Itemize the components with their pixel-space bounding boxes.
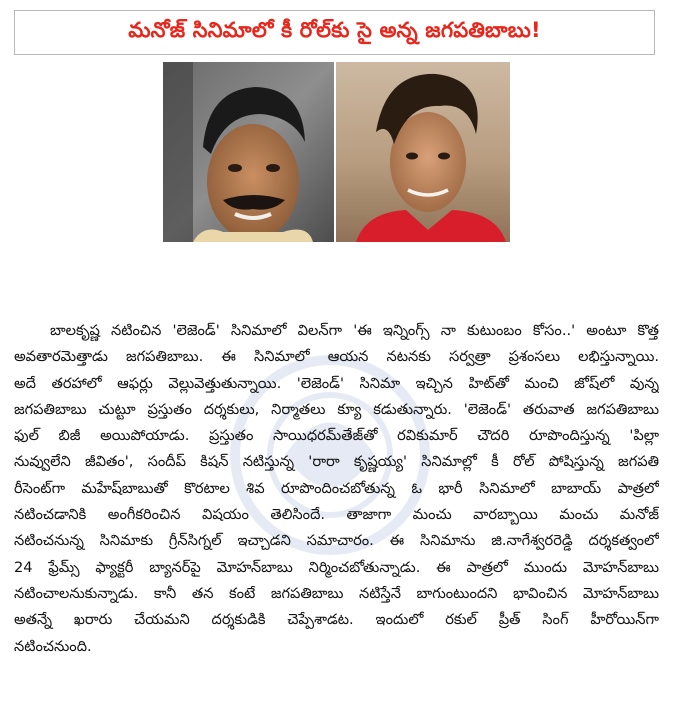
portrait-image-right [336, 62, 510, 242]
article-line: నటించనున్న సినిమాకు గ్రీన్‌సిగ్నల్ ఇచ్చాడని సమాచారం. ఈ సినిమాను జి.నాగేశ్వరరెడ్డి దర్శకత్వంలో [14, 532, 659, 550]
article-line: రీసెంట్‌గా మహేష్‌బాబుతో కొరటాల శివ రూపొందించబోతున్న ఓ భారీ సినిమాలో బాబాయ్ పాత్రలో [14, 479, 659, 497]
article-line: నటించడానికి అంగీకరించిన విషయం తెలిసిందే. తాజాగా మంచు వారబ్బాయి మంచు మనోజ్ [14, 506, 659, 524]
headline-box [14, 10, 655, 55]
article-line: జగపతిబాబు చుట్టూ ప్రస్తుతం దర్శకులు, నిర్మాతలు క్యూ కడుతున్నారు. 'లెజెండ్' తరువాత జగపతిబాబు [14, 400, 659, 418]
article-line: అవతారమెత్తాడు జగపతిబాబు. ఈ సినిమాలో ఆయన నటనకు సర్వత్రా ప్రశంసలు లభిస్తున్నాయి. [14, 348, 659, 366]
article-line: 24 ఫ్రేమ్స్ ఫ్యాక్టరీ బ్యానర్‌పై మోహన్‌బాబు నిర్మించబోతున్నాడు. ఈ పాత్రలో ముందు మోహన్‌బాబు [14, 558, 659, 576]
photo-jagapathi-babu [163, 62, 334, 242]
photo-manchu-manoj [336, 62, 510, 242]
portrait-image-left [163, 62, 334, 242]
article-line: నువ్వులేని జీవితం', సందీప్ కిషన్ నటిస్తున్న 'రారా కృష్ణయ్య' సినిమాల్లో కీ రోల్ పోషిస్తున్న జగపతి [14, 453, 659, 471]
headline: మనోజ్ సినిమాలో కీ రోల్‌కు సై అన్న జగపతిబాబు! [128, 17, 541, 42]
article-line: ఫుల్ బిజీ అయిపోయాడు. ప్రస్తుతం సాయిధరమ్‌తేజ్‌తో రవికుమార్ చౌదరి రూపొందిస్తున్న 'పిల్లా [14, 427, 659, 445]
article-line: నటించనుంది. [14, 637, 92, 655]
article-body [14, 318, 659, 660]
article-line: అదే తరహాలో ఆఫర్లు వెల్లువెత్తుతున్నాయి. 'లెజెండ్' సినిమా ఇచ్చిన హిట్‌తో మంచి జోష్‌లో వున్న [14, 374, 659, 392]
article-line: బాలకృష్ణ నటించిన 'లెజెండ్' సినిమాలో విలన్‌గా 'ఈ ఇన్నింగ్స్ నా కుటుంబం కోసం..' అంటూ కొత్త [50, 322, 659, 339]
article-line: నటించాలనుకున్నాడు. కానీ తన కంటే జగపతిబాబు నటిస్తేనే బాగుంటుందని భావించిన మోహన్‌బాబు [14, 584, 659, 602]
article-line: అతన్నే ఖరారు చేయమని దర్శకుడికి చెప్పేశాడట. ఇందులో రకుల్ ప్రీత్ సింగ్ హీరోయిన్‌గా [14, 611, 659, 629]
